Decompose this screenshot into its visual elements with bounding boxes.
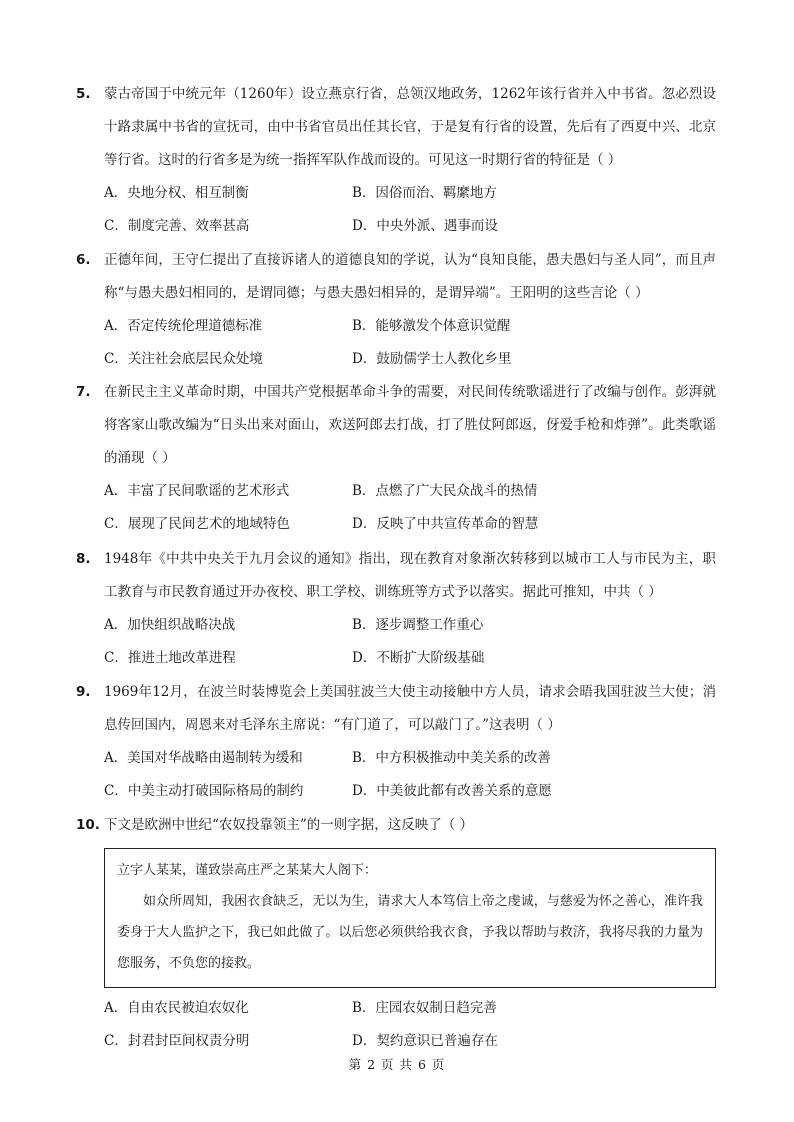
question-7 xyxy=(76,376,716,541)
document-body: 如众所周知，我困衣食缺乏，无以为生，请求大人本笃信上帝之虔诚，与慈爱为怀之善心，准许我委身于大人监护之下，我已如此做了。以后您必须供给我衣食，予我以帮助与救济，我将尽我的力量为您服务，不负您的接救。 xyxy=(117,894,703,971)
question-number: 6. xyxy=(76,252,91,268)
option-c[interactable]: C．推进土地改革进程 xyxy=(104,650,236,666)
question-6 xyxy=(76,244,716,376)
option-a[interactable]: A．丰富了民间歌谣的艺术形式 xyxy=(104,483,290,499)
option-b[interactable]: B．逐步调整工作重心 xyxy=(352,617,484,633)
option-d[interactable]: D．契约意识已普遍存在 xyxy=(352,1033,498,1049)
question-stem: 1969年12月，在波兰时装博览会上美国驻波兰大使主动接触中方人员，请求会晤我国驻波兰大使；消息传回国内，周恩来对毛泽东主席说：“有门道了，可以敲门了。”这表明（ ） xyxy=(104,684,716,733)
question-number: 5. xyxy=(76,86,91,102)
options xyxy=(104,742,716,808)
document-salutation: 立字人某某，谨致崇高庄严之某某大人阁下： xyxy=(117,863,378,878)
option-a[interactable]: A．自由农民被迫农奴化 xyxy=(104,1000,249,1016)
question-stem: 下文是欧洲中世纪“农奴投靠领主”的一则字据，这反映了（ ） xyxy=(104,817,474,833)
option-c[interactable]: C．展现了民间艺术的地域特色 xyxy=(104,516,290,532)
option-d[interactable]: D．中央外派、遇事而设 xyxy=(352,218,498,234)
page-footer: 第 2 页 共 6 页 xyxy=(348,1057,446,1072)
question-5 xyxy=(76,78,716,243)
option-d[interactable]: D．反映了中共宣传革命的智慧 xyxy=(352,516,539,532)
question-8 xyxy=(76,543,716,675)
options xyxy=(104,609,716,675)
question-10 xyxy=(76,809,716,1058)
option-d[interactable]: D．中美彼此都有改善关系的意愿 xyxy=(352,783,552,799)
quoted-document-box xyxy=(104,848,716,988)
options xyxy=(104,475,716,541)
option-b[interactable]: B．因俗而治、羁縻地方 xyxy=(352,185,497,201)
option-b[interactable]: B．能够激发个体意识觉醒 xyxy=(352,318,511,334)
option-b[interactable]: B．点燃了广大民众战斗的热情 xyxy=(352,483,538,499)
option-c[interactable]: C．封君封臣间权责分明 xyxy=(104,1033,250,1049)
question-number: 7. xyxy=(76,384,91,400)
options xyxy=(104,310,716,376)
option-a[interactable]: A．加快组织战略决战 xyxy=(104,617,236,633)
options xyxy=(104,992,716,1058)
question-number: 8. xyxy=(76,551,91,567)
option-c[interactable]: C．制度完善、效率甚高 xyxy=(104,218,250,234)
question-number: 10. xyxy=(76,817,100,833)
question-9 xyxy=(76,676,716,808)
option-d[interactable]: D．鼓励儒学士人教化乡里 xyxy=(352,351,512,367)
option-c[interactable]: C．关注社会底层民众处境 xyxy=(104,351,263,367)
option-d[interactable]: D．不断扩大阶级基础 xyxy=(352,650,485,666)
option-b[interactable]: B．庄园农奴制日趋完善 xyxy=(352,1000,497,1016)
option-c[interactable]: C．中美主动打破国际格局的制约 xyxy=(104,783,304,799)
question-stem: 1948年《中共中央关于九月会议的通知》指出，现在教育对象渐次转移到以城市工人与市民为主，职工教育与市民教育通过开办夜校、职工学校、训练班等方式予以落实。据此可推知，中共（ ） xyxy=(104,551,716,600)
option-a[interactable]: A．否定传统伦理道德标准 xyxy=(104,318,263,334)
question-stem: 正德年间，王守仁提出了直接诉诸人的道德良知的学说，认为“良知良能，愚夫愚妇与圣人同”，而且声称“与愚夫愚妇相同的，是谓同德；与愚夫愚妇相异的，是谓异端”。王阳明的这些言论（ ） xyxy=(104,252,716,301)
option-a[interactable]: A．美国对华战略由遏制转为缓和 xyxy=(104,750,303,766)
question-stem: 蒙古帝国于中统元年（1260年）设立燕京行省，总领汉地政务，1262年该行省并入中书省。忽必烈设十路隶属中书省的宣抚司，由中书省官员出任其长官，于是复有行省的设置，先后有了西夏中兴、北京等行省。这时的行省多是为统一指挥军队作战而设的。可见这一时期行省的特征是（ ） xyxy=(104,86,716,168)
question-stem: 在新民主主义革命时期，中国共产党根据革命斗争的需要，对民间传统歌谣进行了改编与创作。彭湃就将客家山歌改编为“日头出来对面山，欢送阿郎去打战，打了胜仗阿郎返，伢爱手枪和炸弹”。此类歌谣的涌现（ ） xyxy=(104,384,716,466)
options xyxy=(104,177,716,243)
option-a[interactable]: A．央地分权、相互制衡 xyxy=(104,185,249,201)
question-number: 9. xyxy=(76,684,91,700)
option-b[interactable]: B．中方积极推动中美关系的改善 xyxy=(352,750,551,766)
